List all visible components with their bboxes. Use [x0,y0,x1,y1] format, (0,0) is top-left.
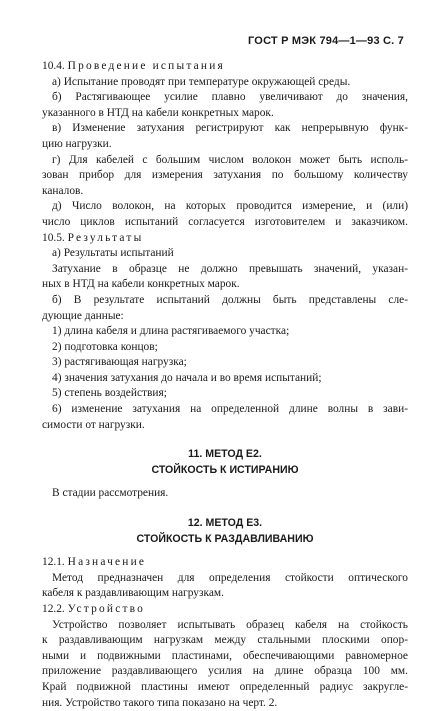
section-11-text: В стадии рассмотрения. [52,487,169,500]
page-header: ГОСТ Р МЭК 794—1—93 С. 7 [248,35,404,47]
text-line: дующие данные: [42,309,124,322]
heading-10-4 [42,59,408,75]
text-line: г) Для кабелей с большим числом волокон может быть исполь- [52,153,408,166]
list-item: 2) подготовка концов; [52,340,158,353]
text-line: ния. Устройство такого типа показано на черт. 2. [42,696,278,709]
text-line: в) Изменение затухания регистрируют как непрерывную функ- [52,122,408,135]
list-item: 5) степень воздействия; [52,387,167,400]
text-line: указанного в НТД на кабели конкретных марок. [42,106,274,119]
heading-text: Устройство [67,603,146,615]
text-line: число циклов испытаний согласуется изготовителем и заказчиком. [42,215,408,228]
text-line: а) Результаты испытаний [52,247,174,260]
text-line: симости от нагрузки. [42,418,145,431]
text-line: Метод предназначен для определения стойкости оптического [52,571,408,584]
text-line: б) Растягивающее усилие плавно увеличивают до значения, [52,91,408,104]
text-line: Затухание в образце не должно превышать значений, указан- [52,262,408,275]
text-line: а) Испытание проводят при температуре окружающей среды. [52,75,351,88]
section-12-subtitle: СТОЙКОСТЬ К РАЗДАВЛИВАНИЮ [136,532,314,545]
heading-text: Назначение [67,556,147,569]
section-11-subtitle: СТОЙКОСТЬ К ИСТИРАНИЮ [151,463,299,476]
text-line: к раздавливающим нагрузкам между стальными плоскими опор- [42,634,408,647]
section-11-title: 11. МЕТОД Е2. [188,448,262,461]
heading-12-2 [42,602,408,618]
section-12-title: 12. МЕТОД Е3. [187,517,263,530]
heading-number: 12.1. [42,556,68,569]
heading-text: Проведение испытания [67,60,225,72]
document-body [42,59,408,711]
list-item: 4) значения затухания до начала и во время испытаний; [52,371,322,384]
heading-number: 10.4. [42,60,68,72]
heading-number: 10.5. [42,231,68,244]
text-line: каналов. [42,184,84,197]
text-line: приложение раздавливающего усилия на длине образца 100 мм. [42,665,408,678]
text-line: зован прибор для измерения затухания по большому количеству [42,169,408,182]
text-line: д) Число волокон, на которых проводится измерение, и (или) [52,200,408,213]
heading-number: 12.2. [42,603,68,615]
text-line: Устройство позволяет испытывать образец кабеля на стойкость [52,618,408,631]
text-line: цию нагрузки. [42,137,112,150]
heading-10-5 [42,231,408,247]
list-item: 6) изменение затухания на определенной длине волны в зави- [52,403,408,416]
text-line: ными и подвижными пластинами, обеспечивающими равномерное [42,649,408,662]
list-item: 3) растягивающая нагрузка; [52,356,187,369]
text-line: кабеля к раздавливающим нагрузкам. [42,587,224,600]
list-item: 1) длина кабеля и длина растягиваемого участка; [52,325,290,338]
heading-12-1 [42,555,408,571]
text-line: Край подвижной пластины имеют определенный радиус закругле- [42,680,408,693]
text-line: б) В результате испытаний должны быть представлены сле- [52,293,408,306]
heading-text: Результаты [67,231,144,244]
text-line: ных в НТД на кабели конкретных марок. [42,278,240,291]
